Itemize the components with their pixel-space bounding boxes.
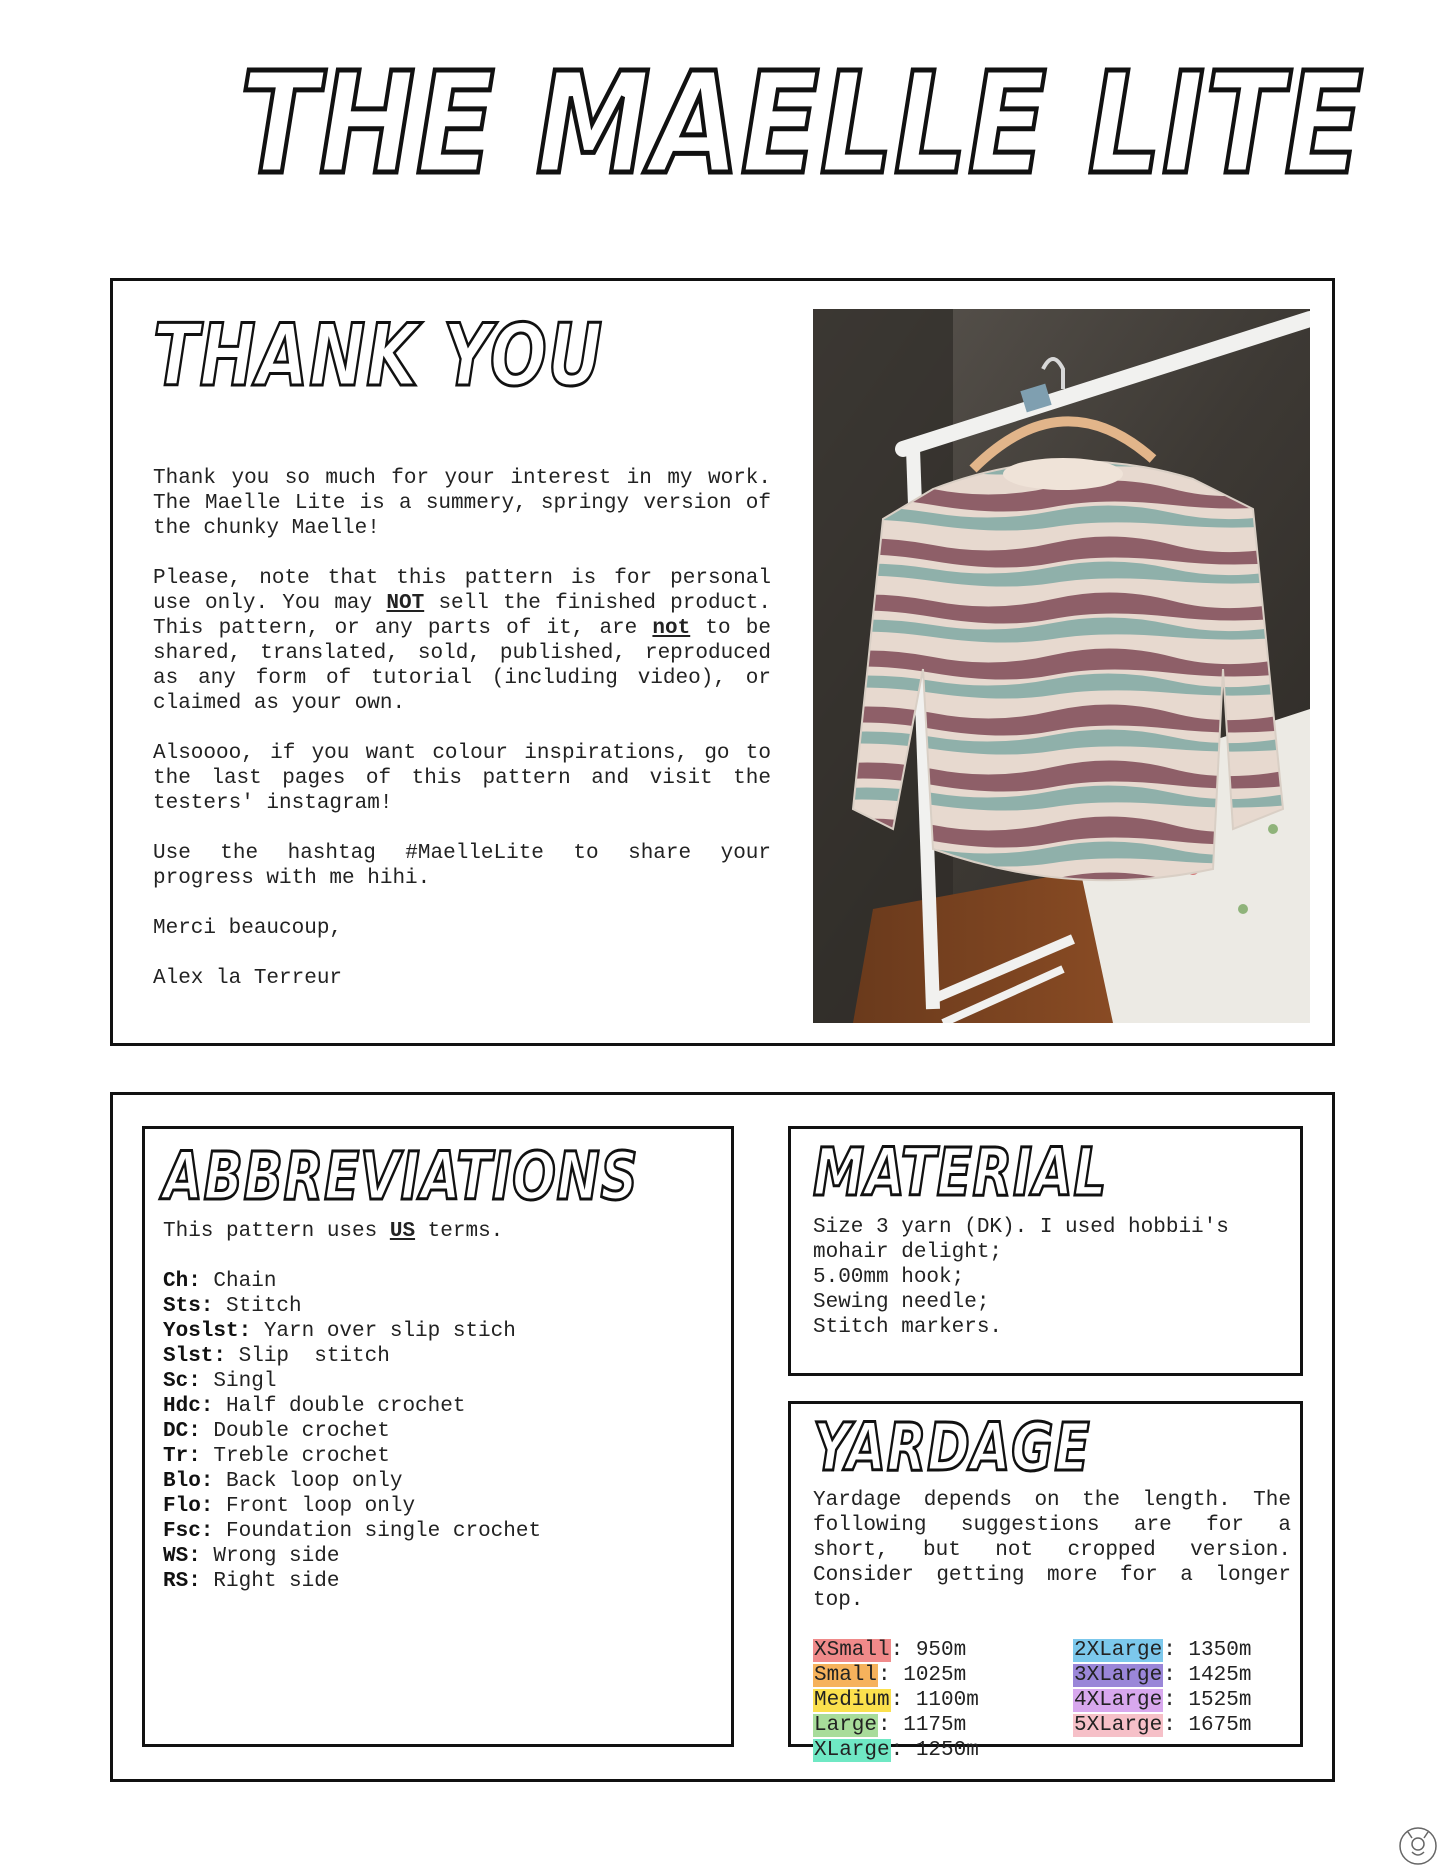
yardage-size-table: [813, 1638, 1291, 1768]
sweater-photo: [813, 309, 1310, 1023]
yardage-title: YARDAGE: [813, 1409, 1091, 1486]
material-list: [813, 1215, 1293, 1340]
size-row: [813, 1688, 979, 1713]
thank-you-paragraph-1: Thank you so much for your interest in my work. The Maelle Lite is a summery, springy version of the chunky Maelle!: [153, 467, 771, 540]
abbreviation-key: Fsc:: [163, 1520, 214, 1543]
size-label: Small: [814, 1664, 878, 1687]
size-row: [1073, 1688, 1251, 1713]
abbreviation-key: RS:: [163, 1570, 201, 1593]
brand-logo-icon: [1398, 1826, 1438, 1866]
material-title: MATERIAL: [813, 1134, 1108, 1211]
size-label: XLarge: [814, 1739, 890, 1762]
size-amount: : 1525m: [1163, 1689, 1252, 1712]
abbreviation-row: [163, 1444, 723, 1469]
yardage-section: [788, 1401, 1303, 1762]
material-item: Stitch markers.: [813, 1316, 1003, 1339]
size-row: [1073, 1713, 1251, 1738]
size-amount: : 1025m: [878, 1664, 967, 1687]
abbreviation-key: Flo:: [163, 1495, 214, 1518]
abbreviation-row: [163, 1319, 723, 1344]
abbreviation-value: Stitch: [213, 1295, 302, 1318]
size-label: Large: [814, 1714, 878, 1737]
thank-you-text: [153, 466, 771, 991]
abbreviation-row: [163, 1369, 723, 1394]
not-caps-emphasis: NOT: [386, 592, 425, 615]
size-amount: : 1175m: [878, 1714, 967, 1737]
size-row: [813, 1663, 979, 1688]
thank-you-paragraph-4: Use the hashtag #MaelleLite to share your progress with me hihi.: [153, 842, 771, 890]
abbreviation-value: Treble crochet: [200, 1445, 390, 1468]
signature-name: Alex la Terreur: [153, 967, 343, 990]
us-emphasis: US: [389, 1220, 416, 1243]
abbreviations-list: [163, 1269, 723, 1594]
yardage-description: Yardage depends on the length. The following suggestions are for a short, but not cropped version. Consider getting more for a longer top.: [813, 1489, 1291, 1612]
abbreviations-content: [163, 1219, 723, 1594]
material-item: Sewing needle;: [813, 1291, 990, 1314]
abbreviation-row: [163, 1569, 723, 1594]
size-column-1: [813, 1638, 979, 1763]
intro-text-b: terms.: [415, 1220, 504, 1243]
size-label: Medium: [814, 1689, 890, 1712]
size-amount: : 1250m: [890, 1739, 979, 1762]
size-amount: : 950m: [890, 1639, 967, 1662]
abbreviation-value: Right side: [200, 1570, 340, 1593]
size-row: [813, 1713, 979, 1738]
size-row: [1073, 1638, 1251, 1663]
abbreviation-key: Yoslst:: [163, 1320, 252, 1343]
p2-text-c: to be shared, translated, sold, published, reproduced as any form of tutorial (including video), or claimed as your own.: [153, 617, 771, 715]
abbreviation-value: Back loop only: [213, 1470, 403, 1493]
abbreviation-row: [163, 1469, 723, 1494]
size-label: 2XLarge: [1074, 1639, 1163, 1662]
abbreviations-intro: [163, 1219, 723, 1244]
material-item: Size 3 yarn (DK). I used hobbii's mohair delight;: [813, 1216, 1229, 1264]
abbreviation-row: [163, 1294, 723, 1319]
size-label: 5XLarge: [1074, 1714, 1163, 1737]
thank-you-paragraph-2: [153, 566, 771, 716]
abbreviations-title: ABBREVIATIONS: [163, 1138, 639, 1215]
size-amount: : 1425m: [1163, 1664, 1252, 1687]
thank-you-paragraph-5: Merci beaucoup,: [153, 917, 343, 940]
abbreviation-row: [163, 1519, 723, 1544]
size-row: [813, 1738, 979, 1763]
abbreviation-value: Slip stitch: [226, 1345, 390, 1368]
size-label: XSmall: [814, 1639, 890, 1662]
abbreviation-row: [163, 1394, 723, 1419]
size-label: 3XLarge: [1074, 1664, 1163, 1687]
abbreviation-value: Chain: [200, 1270, 277, 1293]
abbreviation-value: Wrong side: [200, 1545, 340, 1568]
abbreviation-key: Slst:: [163, 1345, 227, 1368]
abbreviation-value: Front loop only: [213, 1495, 416, 1518]
abbreviation-value: Foundation single crochet: [213, 1520, 542, 1543]
thank-you-title: THANK YOU: [153, 306, 603, 406]
material-item: 5.00mm hook;: [813, 1266, 965, 1289]
yardage-content: [813, 1488, 1291, 1768]
abbreviation-key: Sc:: [163, 1370, 201, 1393]
size-column-2: [1073, 1638, 1251, 1738]
size-amount: : 1675m: [1163, 1714, 1252, 1737]
thank-you-section: [110, 278, 1335, 1046]
page-title: THE MAELLE LITE: [240, 43, 1364, 206]
abbreviation-row: [163, 1544, 723, 1569]
abbreviation-key: Hdc:: [163, 1395, 214, 1418]
abbreviation-row: [163, 1269, 723, 1294]
abbreviation-key: WS:: [163, 1545, 201, 1568]
size-amount: : 1350m: [1163, 1639, 1252, 1662]
abbreviation-value: Half double crochet: [213, 1395, 466, 1418]
thank-you-paragraph-3: Alsoooo, if you want colour inspirations, go to the last pages of this pattern and visit the testers' instagram!: [153, 742, 771, 815]
not-emphasis: not: [652, 617, 691, 640]
size-row: [813, 1638, 979, 1663]
p2-text-b: sell the finished product. This pattern, or any parts of it, are: [153, 592, 771, 640]
abbreviation-row: [163, 1344, 723, 1369]
size-row: [1073, 1663, 1251, 1688]
material-section: [788, 1126, 1303, 1376]
intro-text-a: This pattern uses: [163, 1220, 390, 1243]
abbreviation-value: Yarn over slip stich: [251, 1320, 516, 1343]
p2-text-a: Please, note that this pattern is for personal use only. You may: [153, 567, 771, 615]
abbreviation-row: [163, 1419, 723, 1444]
abbreviations-section: [142, 1126, 734, 1747]
abbreviation-key: Tr:: [163, 1445, 201, 1468]
abbreviation-key: Sts:: [163, 1295, 214, 1318]
size-amount: : 1100m: [890, 1689, 979, 1712]
abbreviation-value: Double crochet: [200, 1420, 390, 1443]
abbreviation-key: Ch:: [163, 1270, 201, 1293]
abbreviation-key: DC:: [163, 1420, 201, 1443]
size-label: 4XLarge: [1074, 1689, 1163, 1712]
abbreviation-value: Singl: [200, 1370, 277, 1393]
abbreviation-row: [163, 1494, 723, 1519]
abbreviation-key: Blo:: [163, 1470, 214, 1493]
